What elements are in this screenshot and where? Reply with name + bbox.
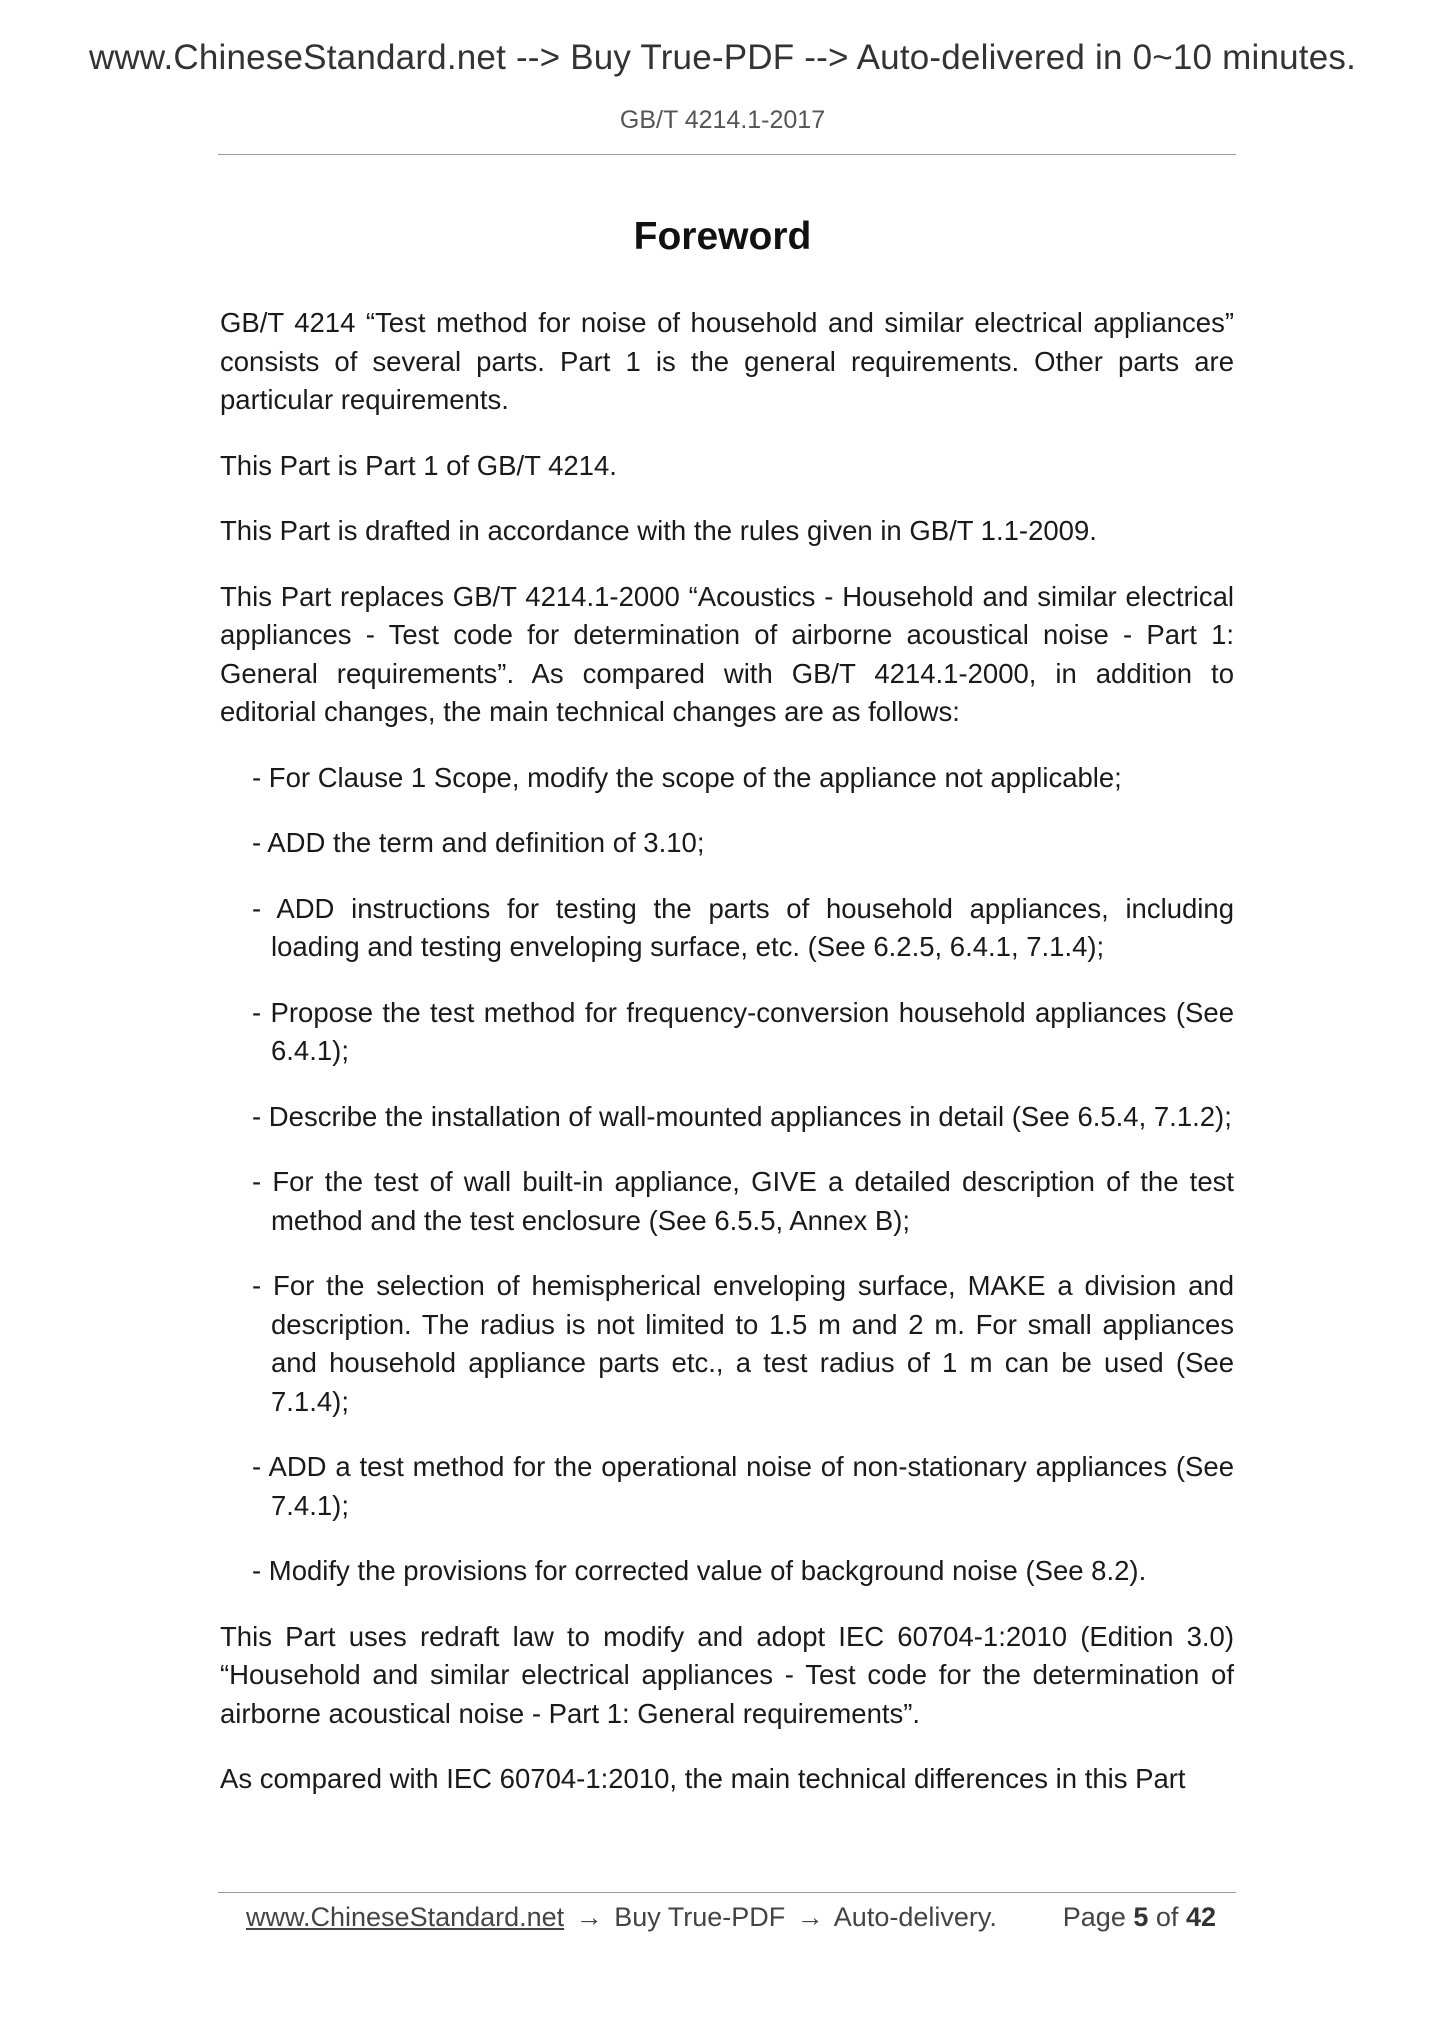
paragraph: GB/T 4214 “Test method for noise of household and similar electrical appliances” consists of several parts. Part 1 is the general requirements. Other parts are particular requirements. [220,307,1234,415]
footer-divider [218,1892,1236,1893]
list-item: - ADD instructions for testing the parts of household appliances, including loading and testing enveloping surface, etc. (See 6.2.5, 6.4.1, 7.1.4); [252,892,1234,962]
page-total: 42 [1185,1902,1216,1932]
header-divider [218,154,1236,155]
paragraph: This Part uses redraft law to modify and adopt IEC 60704-1:2010 (Edition 3.0) “Household and similar electrical appliances - Test code for the determination of airborne acoustical noise - Part 1: General requirements”. [220,1620,1234,1729]
paragraph: This Part is drafted in accordance with the rules given in GB/T 1.1-2009. [220,515,1097,546]
list-item: - ADD the term and definition of 3.10; [252,827,705,858]
footer-buy-text: Buy True-PDF [614,1902,786,1932]
page-footer [246,1897,1216,1937]
changes-list [220,759,1234,1591]
document-body [220,304,1234,1826]
list-item: - ADD a test method for the operational noise of non-stationary appliances (See 7.4.1); [252,1451,1234,1521]
right-arrow-icon: → [575,1902,603,1932]
paragraph: This Part is Part 1 of GB/T 4214. [220,449,617,481]
paragraph: As compared with IEC 60704-1:2010, the main technical differences in this Part [220,1763,1186,1794]
paragraph: This Part replaces GB/T 4214.1-2000 “Acoustics - Household and similar electrical appliances - Test code for determination of airborne acoustical noise - Part 1: General requirements”. As compared with GB/T 4214.1-2000, in addition to editorial changes, the main technical changes are as follows: [220,580,1234,727]
standard-number: GB/T 4214.1-2017 [619,106,826,134]
list-item: - Propose the test method for frequency-conversion household appliances (See 6.4.1); [252,996,1234,1066]
page-indicator [1063,1897,1216,1937]
page-label: Page [1062,1902,1126,1932]
list-item: - For the selection of hemispherical enveloping surface, MAKE a division and description. The radius is not limited to 1.5 m and 2 m. For small appliances and household appliance parts etc., a test radius of 1 m can be used (See 7.1.4); [252,1270,1234,1417]
top-banner: www.ChineseStandard.net --> Buy True-PDF --> Auto-delivered in 0~10 minutes. [88,38,1357,77]
page-of-label: of [1155,1902,1179,1932]
list-item: - For the test of wall built-in appliance, GIVE a detailed description of the test method and the test enclosure (See 6.5.5, Annex B); [252,1166,1234,1236]
page-title: Foreword [633,215,812,258]
footer-promo [246,1897,997,1937]
list-item: - Modify the provisions for corrected value of background noise (See 8.2). [252,1555,1147,1586]
footer-site-link[interactable]: www.ChineseStandard.net [246,1902,565,1932]
list-item: - For Clause 1 Scope, modify the scope of the appliance not applicable; [252,761,1122,793]
list-item: - Describe the installation of wall-mounted appliances in detail (See 6.5.4, 7.1.2); [252,1100,1232,1132]
footer-delivery-text: Auto-delivery. [833,1902,997,1932]
page-current: 5 [1133,1902,1149,1932]
right-arrow-icon: → [796,1902,824,1932]
